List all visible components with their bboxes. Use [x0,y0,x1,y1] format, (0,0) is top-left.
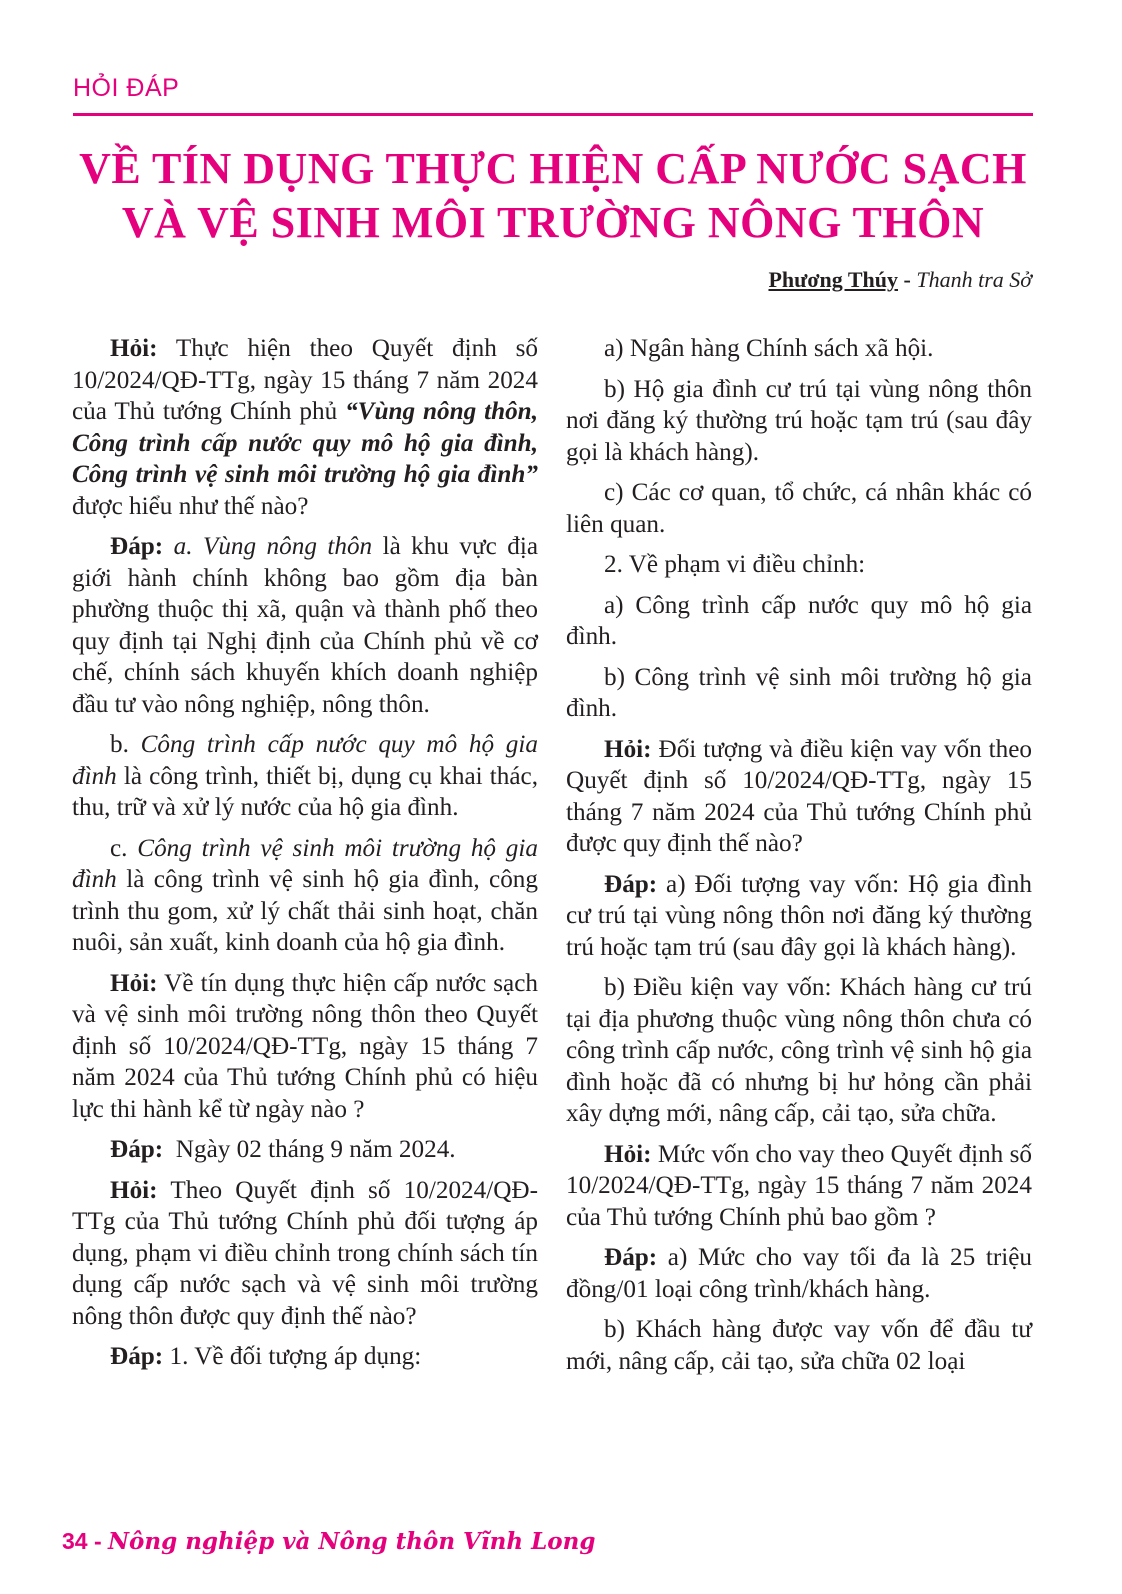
page-footer [62,1528,595,1555]
item-term: Công trình vệ sinh môi trường hộ gia đình [72,834,538,893]
question-label: Hỏi: [604,735,652,763]
answer-term: a. Vùng nông thôn [173,533,373,560]
question-text: Đối tượng và điều kiện vay vốn theo Quyết định số 10/2024/QĐ-TTg, ngày 15 tháng 7 năm 2024 của Thủ tướng Chính phủ được quy định thế nào? [566,735,1032,857]
answer-text: 1. Về đối tượng áp dụng: [163,1343,422,1370]
answer-text: a) Đối tượng vay vốn: Hộ gia đình cư trú tại vùng nông thôn nơi đăng ký thường trú hoặc tạm trú (sau đây gọi là khách hàng). [566,870,1032,961]
answer-5 [566,1242,1032,1305]
article-title-line-1: VỀ TÍN DỤNG THỰC HIỆN CẤP NƯỚC SẠCH [79,144,1027,193]
question-2 [72,968,538,1126]
question-text: Về tín dụng thực hiện cấp nước sạch và vệ sinh môi trường nông thôn theo Quyết định số 10/2024/QĐ-TTg, ngày 15 tháng 7 năm 2024 của Thủ tướng Chính phủ có hiệu lực thi hành kể từ ngày nào ? [72,969,538,1123]
paragraph: a) Công trình cấp nước quy mô hộ gia đình. [566,591,1032,650]
paragraph: c) Các cơ quan, tổ chức, cá nhân khác có liên quan. [566,479,1032,538]
answer-text: Ngày 02 tháng 9 năm 2024. [163,1136,456,1163]
answer-label: Đáp: [110,533,164,560]
question-5 [566,1139,1032,1234]
question-label: Hỏi: [604,1140,652,1168]
item-term: Công trình cấp nước quy mô hộ gia đình [72,731,538,790]
answer-label: Đáp: [110,1343,164,1370]
page-number: 34 - [62,1528,109,1554]
answer-3 [72,1341,538,1373]
answer-2 [72,1134,538,1166]
right-column [566,333,1032,1386]
answer-label: Đáp: [604,1244,658,1271]
paragraph: b) Khách hàng được vay vốn để đầu tư mới, nâng cấp, cải tạo, sửa chữa 02 loại [566,1316,1032,1375]
question-label: Hỏi: [110,1176,158,1204]
paragraph: b) Công trình vệ sinh môi trường hộ gia đình. [566,663,1032,722]
article-title-line-2: VÀ VỆ SINH MÔI TRƯỜNG NÔNG THÔN [121,198,985,247]
answer-1 [72,531,538,720]
left-column [72,333,538,1382]
item-text: là công trình vệ sinh hộ gia đình, công trình thu gom, xử lý chất thải sinh hoạt, chăn nuôi, sản xuất, kinh doanh của hộ gia đình. [72,866,538,956]
answer-1-c [72,833,538,959]
paragraph: b) Hộ gia đình cư trú tại vùng nông thôn nơi đăng ký thường trú hoặc tạm trú (sau đây gọi là khách hàng). [566,375,1032,466]
question-label: Hỏi: [110,335,158,362]
answer-4 [566,869,1032,964]
answer-1-b [72,729,538,824]
author-organization: Thanh tra Sở [916,267,1032,292]
section-label: HỎI ĐÁP [73,74,180,102]
answer-label: Đáp: [110,1136,164,1163]
answer-label: Đáp: [604,870,658,898]
answer-text: a) Mức cho vay tối đa là 25 triệu đồng/01 loại công trình/khách hàng. [566,1244,1032,1303]
question-text: Thực hiện theo Quyết định số 10/2024/QĐ-TTg, ngày 15 tháng 7 năm 2024 của Thủ tướng Chính phủ [72,335,538,425]
byline [768,267,1032,293]
question-1 [72,333,538,522]
publication-name: Nông nghiệp và Nông thôn Vĩnh Long [108,1528,596,1555]
byline-dash: - [898,267,917,292]
question-3 [72,1175,538,1333]
paragraph: 2. Về phạm vi điều chỉnh: [604,551,866,578]
question-text: Theo Quyết định số 10/2024/QĐ-TTg của Thủ tướng Chính phủ đối tượng áp dụng, phạm vi điều chỉnh trong chính sách tín dụng cấp nước sạch và vệ sinh môi trường nông thôn được quy định thế nào? [72,1176,538,1330]
question-label: Hỏi: [110,969,158,997]
item-prefix: b. [110,731,141,758]
paragraph: a) Ngân hàng Chính sách xã hội. [604,335,934,362]
paragraph: b) Điều kiện vay vốn: Khách hàng cư trú tại địa phương thuộc vùng nông thôn chưa có công trình cấp nước, công trình vệ sinh hộ gia đình hoặc đã có nhưng bị hư hỏng cần phải xây dựng mới, nâng cấp, cải tạo, sửa chữa. [566,974,1032,1127]
question-4 [566,734,1032,860]
question-emphasis: “Vùng nông thôn, Công trình cấp nước quy mô hộ gia đình, Công trình vệ sinh môi trường hộ gia đình” [72,398,538,488]
item-text: là công trình, thiết bị, dụng cụ khai thác, thu, trữ và xử lý nước của hộ gia đình. [72,762,538,821]
question-text-end: được hiểu như thế nào? [72,492,309,520]
question-text: Mức vốn cho vay theo Quyết định số 10/2024/QĐ-TTg, ngày 15 tháng 7 năm 2024 của Thủ tướng Chính phủ bao gồm ? [566,1140,1032,1231]
author-name: Phương Thúy [768,267,899,292]
answer-text: là khu vực địa giới hành chính không bao gồm địa bàn phường thuộc thị xã, quận và thành phố theo quy định tại Nghị định của Chính phủ về cơ chế, chính sách khuyến khích doanh nghiệp đầu tư vào nông nghiệp, nông thôn. [72,533,539,718]
item-prefix: c. [110,834,138,862]
header-rule [73,113,1033,116]
answer-space [163,533,173,560]
